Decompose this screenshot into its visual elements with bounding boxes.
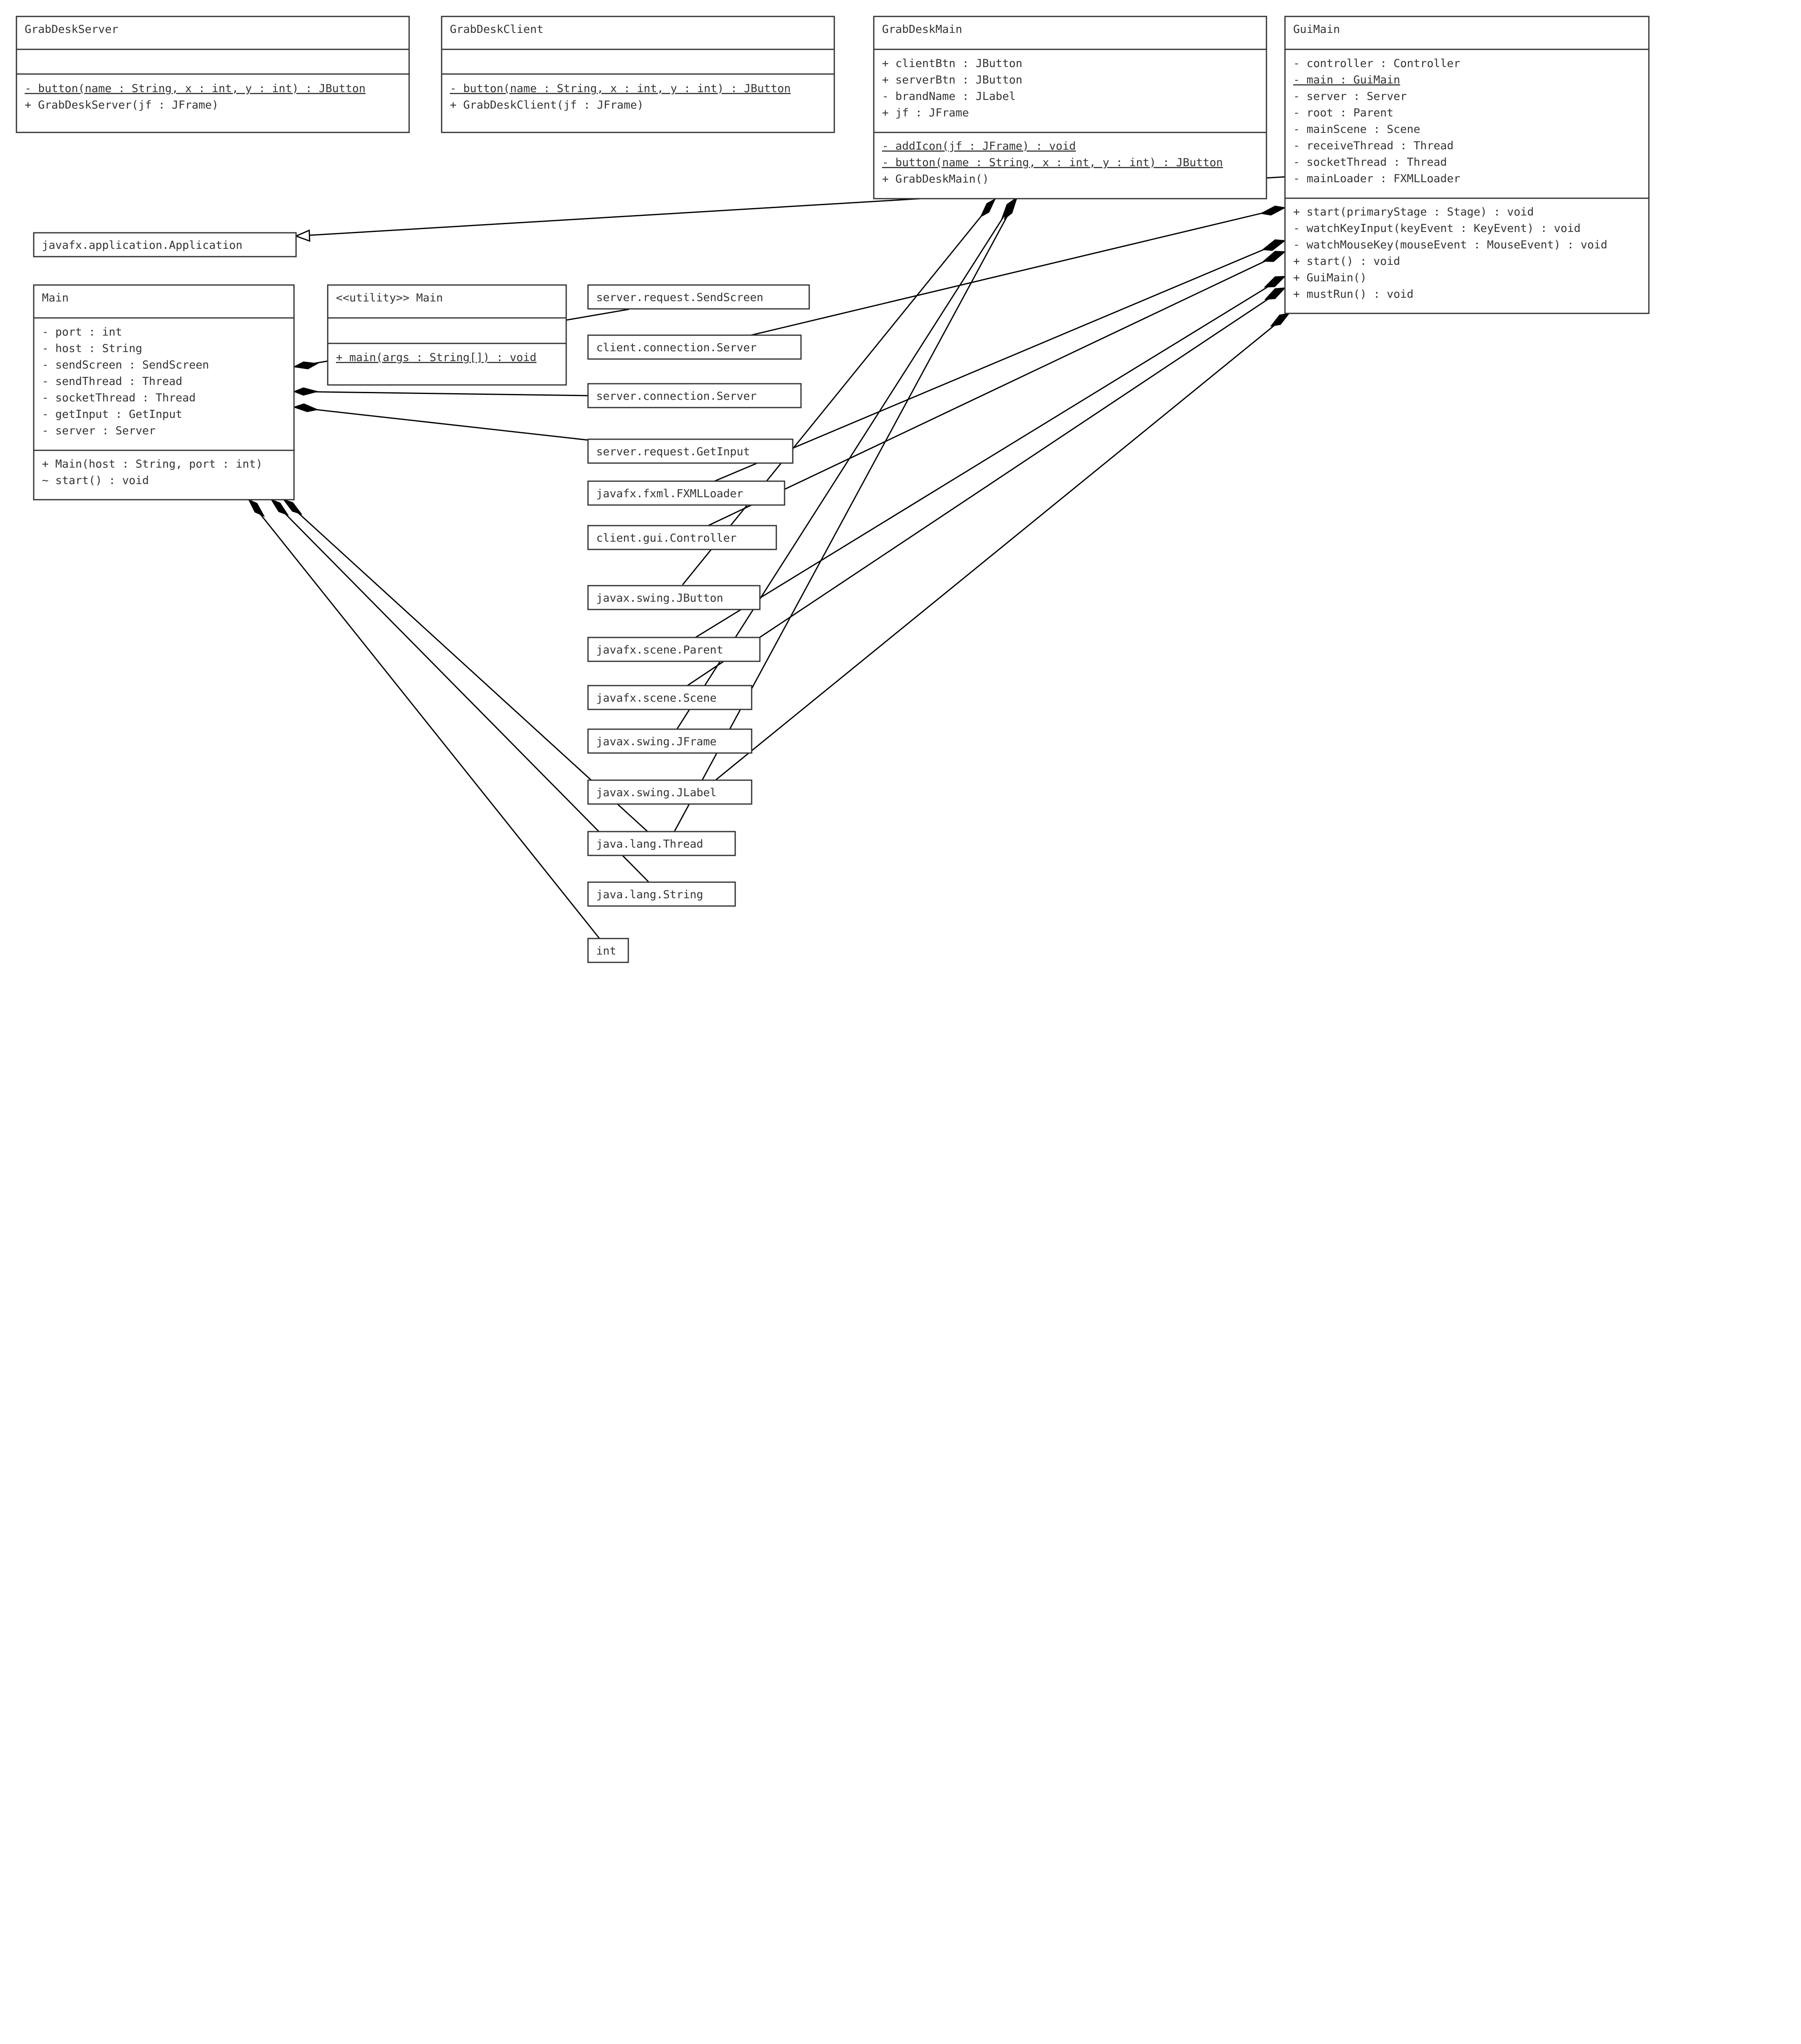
type-label: javafx.scene.Parent [596, 644, 723, 656]
class-attribute: - mainScene : Scene [1293, 123, 1420, 136]
class-attribute: - controller : Controller [1293, 57, 1461, 70]
class-method: + mustRun() : void [1293, 288, 1414, 301]
class-attribute: - mainLoader : FXMLLoader [1293, 172, 1461, 185]
class-utility-main[interactable] [328, 285, 566, 385]
class-method: + GuiMain() [1293, 271, 1367, 284]
type-label: server.request.SendScreen [596, 291, 764, 304]
class-attribute: - host : String [42, 342, 142, 355]
class-title: GuiMain [1293, 23, 1340, 36]
class-method: - addIcon(jf : JFrame) : void [882, 140, 1076, 153]
inheritance-arrowhead [296, 230, 310, 241]
class-method: + GrabDeskClient(jf : JFrame) [450, 99, 644, 111]
class-title: Main [42, 292, 69, 304]
composition-diamond [1261, 206, 1285, 215]
type-label: javax.swing.JFrame [596, 735, 717, 748]
type-label: java.lang.String [596, 888, 704, 901]
composition-diamond [294, 388, 317, 395]
class-method: + GrabDeskServer(jf : JFrame) [25, 99, 219, 111]
class-method: + GrabDeskMain() [882, 173, 989, 185]
class-method: ~ start() : void [42, 474, 149, 487]
type-application[interactable] [34, 233, 296, 257]
type-fxmlloader[interactable] [588, 481, 785, 505]
composition-diamond [1265, 288, 1285, 299]
type-scene[interactable] [588, 686, 752, 709]
class-guimain[interactable] [1285, 16, 1649, 313]
type-label: java.lang.Thread [596, 838, 704, 851]
class-attribute: + clientBtn : JButton [882, 57, 1023, 70]
class-title: GrabDeskServer [25, 23, 118, 36]
type-sendscreen[interactable] [588, 285, 809, 309]
type-jbutton[interactable] [588, 586, 760, 609]
type-label: javafx.scene.Scene [596, 692, 717, 705]
composition-diamond [249, 500, 264, 516]
type-label: server.request.GetInput [596, 445, 750, 458]
type-label: client.gui.Controller [596, 532, 737, 545]
class-attribute: - getInput : GetInput [42, 408, 183, 421]
class-grabdeskclient[interactable] [442, 16, 834, 132]
class-method: - watchMouseKey(mouseEvent : MouseEvent) : void [1293, 239, 1608, 251]
type-label: int [596, 945, 616, 957]
class-method: - button(name : String, x : int, y : int) : JButton [25, 82, 366, 95]
class-method: + main(args : String[]) : void [336, 351, 537, 364]
composition-diamond [294, 362, 317, 369]
class-method: + start(primaryStage : Stage) : void [1293, 206, 1534, 218]
edge-main-serverserver [294, 392, 588, 396]
class-title: GrabDeskMain [882, 23, 963, 36]
class-attribute: + serverBtn : JButton [882, 74, 1023, 86]
class-grabdeskserver[interactable] [16, 16, 409, 132]
class-attribute: + jf : JFrame [882, 107, 969, 119]
type-parent[interactable] [588, 637, 760, 661]
class-method: - watchKeyInput(keyEvent : KeyEvent) : void [1293, 222, 1581, 235]
class-attribute: - brandName : JLabel [882, 90, 1016, 103]
edge-main-int [249, 500, 600, 939]
type-jframe[interactable] [588, 729, 752, 753]
composition-diamond [1264, 251, 1285, 262]
edge-guimain-fxmlloader [713, 241, 1285, 482]
class-attribute: - socketThread : Thread [1293, 156, 1447, 169]
type-label: javafx.application.Application [42, 239, 243, 252]
type-label: javax.swing.JButton [596, 592, 723, 605]
class-attribute: - root : Parent [1293, 107, 1394, 119]
type-jlabel[interactable] [588, 780, 752, 804]
type-int[interactable] [588, 939, 628, 962]
class-attribute: - main : GuiMain [1293, 74, 1401, 86]
class-method: + start() : void [1293, 255, 1401, 268]
class-main[interactable] [34, 285, 294, 500]
type-client-server[interactable] [588, 335, 801, 359]
type-thread[interactable] [588, 832, 735, 855]
class-method: - button(name : String, x : int, y : int) : JButton [882, 156, 1223, 169]
type-label: client.connection.Server [596, 341, 757, 354]
class-title: GrabDeskClient [450, 23, 544, 36]
type-label: server.connection.Server [596, 390, 757, 403]
composition-diamond [981, 199, 995, 217]
composition-diamond [1265, 276, 1285, 287]
type-label: javafx.fxml.FXMLLoader [596, 487, 743, 500]
edge-main-getinput [294, 407, 588, 440]
class-attribute: - socketThread : Thread [42, 392, 196, 404]
composition-diamond [294, 404, 317, 412]
class-attribute: - receiveThread : Thread [1293, 139, 1454, 152]
composition-diamond [284, 500, 301, 514]
type-string[interactable] [588, 882, 735, 906]
edge-guimain-clientserver [748, 208, 1285, 336]
type-getinput[interactable] [588, 439, 793, 463]
type-server-server[interactable] [588, 384, 801, 408]
composition-diamond [1263, 240, 1285, 250]
composition-diamond [1271, 313, 1289, 326]
class-attribute: - sendThread : Thread [42, 375, 183, 388]
class-grabdeskmain[interactable] [874, 16, 1266, 199]
type-label: javax.swing.JLabel [596, 786, 717, 799]
class-attribute: - sendScreen : SendScreen [42, 359, 209, 371]
class-attribute: - port : int [42, 326, 123, 338]
class-title: <<utility>> Main [336, 292, 443, 304]
class-attribute: - server : Server [42, 424, 156, 437]
class-method: - button(name : String, x : int, y : int) : JButton [450, 82, 791, 95]
class-attribute: - server : Server [1293, 90, 1407, 103]
type-controller[interactable] [588, 526, 776, 549]
class-method: + Main(host : String, port : int) [42, 458, 263, 470]
